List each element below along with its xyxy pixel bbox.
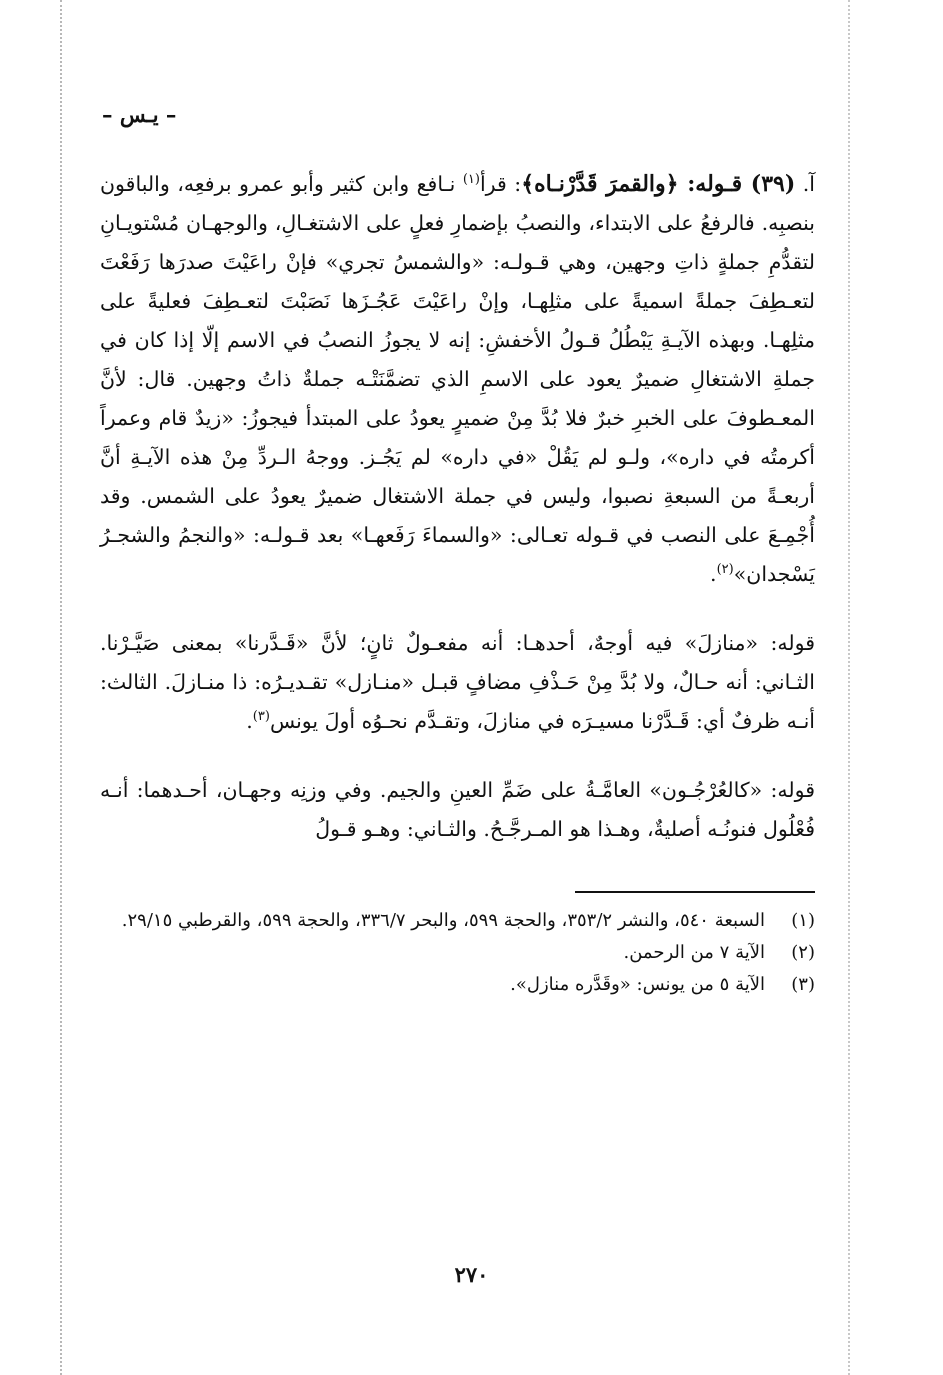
section-marker: آ. xyxy=(795,172,815,196)
footnote-text: الآية ٥ من يونس: «وقَدَّره منازل». xyxy=(510,974,765,995)
footnote-number: (٣) xyxy=(791,974,815,995)
paragraph-text: . xyxy=(246,709,253,733)
paragraph-urjun xyxy=(100,771,815,849)
footnote-number: (١) xyxy=(791,910,815,931)
page-gutter-left xyxy=(60,0,62,1375)
paragraph-text: نـافع وابن كثير وأبو عمرو برفعِه، والباقون بنصبِه. فالرفعُ على الابتداء، والنصبُ بإضمارِ فعلٍ على الاشتغـالِ، والوجهـان مُسْتويـانِ لتقدُّمِ جملةٍ ذاتِ وجهين، وهي قـولـه: «والشمسُ تجري» فإنْ راعَيْتَ صدرَها رَفَعْتَ لتعـطِفَ جملةً اسميةً على مثلِهـا، وإنْ راعَيْتَ عَجُـزَها نَصَبْتَ لتعـطِفَ فعليةً على مثلِهـا. وبهذه الآيـةِ يَبْطُلُ قـولُ الأخفشِ: إنه لا يجوزُ النصبُ في الاسم إلّا إذا كان في جملةِ الاشتغالِ ضميرٌ يعود على الاسمِ الذي تضمَّنَتْـه جملةٌ ذاتُ وجهين. قال: لأنَّ المعـطوفَ على الخبرِ خبرٌ فلا بُدَّ مِنْ ضميرٍ يعودُ على المبتدأ فيجوزُ: «زيدٌ قام وعمراً أكرمتُه في داره»، ولـو لم يَقُلْ «في داره» لم يَجُـز. ووجهُ الـردِّ مِنْ هذه الآيـةِ أنَّ أربعـةً من السبعةِ نصبوا، وليس في جملة الاشتغال ضميرٌ يعودُ على الشمس. وقد أُجْمِـعَ على النصب في قـوله تعـالى: «والسماءَ رَفَعهـا» بعد قـولـه: «والنجمُ والشجـرُ يَسْجدان» xyxy=(100,172,816,586)
page-number: ٢٧٠ xyxy=(454,1262,489,1287)
paragraph-text: قوله: «منازلَ» فيه أوجهٌ، أحدهـا: أنه مفعـولٌ ثانٍ؛ لأنَّ «قَـدَّرنا» بمعنى صَيَّـرْنا. الثـاني: أنه حـالٌ، ولا بُدَّ مِنْ حَـذْفِ مضافٍ قبـل «منـازل» تقـديـرُه: ذا منـازلَ. الثالث: أنـه ظرفٌ أي: قَـدَّرْنا مسيـرَه في منازلَ، وتقـدَّم نحـوُه أولَ يونس xyxy=(100,631,815,733)
footnote-text: السبعة ٥٤٠، والنشر ٣٥٣/٢، والحجة ٥٩٩، والبحر ٣٣٦/٧، والحجة ٥٩٩، والقرطبي ٢٩/١٥. xyxy=(121,910,765,931)
paragraph-text: : قرأ xyxy=(479,172,522,196)
page-gutter-right xyxy=(848,0,850,1375)
book-page xyxy=(100,95,815,1001)
footnote-separator xyxy=(575,891,815,893)
footnote-item xyxy=(100,905,815,937)
footnote-number: (٢) xyxy=(791,942,815,963)
footnotes xyxy=(100,905,815,1001)
footnote-ref[interactable]: (٢) xyxy=(716,562,734,578)
footnote-item xyxy=(100,969,815,1001)
footnote-item xyxy=(100,937,815,969)
running-head: – يـس – xyxy=(102,102,177,127)
footnote-ref[interactable]: (١) xyxy=(462,172,480,188)
paragraph-text: قوله: «كالعُرْجُـون» العامَّـةُ على ضَمِّ العينِ والجيم. وفي وزنِه وجهـان، أحـدهما: أنـه فُعْلُول فنونُـه أصليةٌ، وهـذا هو المـرجَّـحُ. والثـاني: وهـو قـولُ xyxy=(100,778,815,841)
paragraph-verse-39 xyxy=(100,165,815,594)
verse-label: (٣٩) قـوله: ﴿والقمرَ قَدَّرْنـاه﴾ xyxy=(521,171,796,197)
footnote-ref[interactable]: (٣) xyxy=(252,709,270,725)
paragraph-text: . xyxy=(710,562,717,586)
footnote-text: الآية ٧ من الرحمن. xyxy=(623,942,765,963)
paragraph-manazil xyxy=(100,624,815,741)
